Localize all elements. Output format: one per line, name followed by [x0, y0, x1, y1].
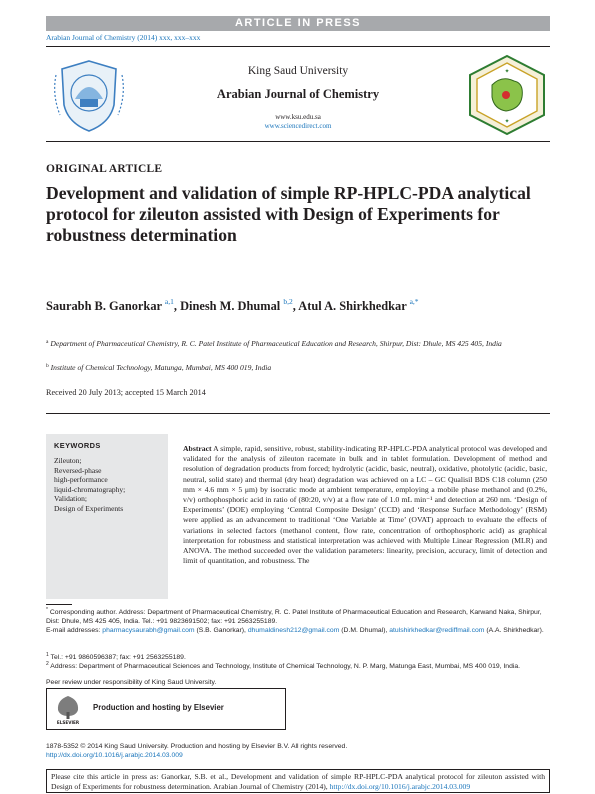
citation-text: Please cite this article in press as: Ganorkar, S.B. et al., Development and validation of simple RP-HPLC-PDA analytical protocol for zileuton assisted with Design of Experiments for robustness determination. Arabian Journal of Chemistry (2014), — [51, 772, 545, 791]
email-owner: (D.M. Dhumal), — [341, 627, 388, 635]
citation-box — [46, 769, 550, 793]
author-affiliation-marker[interactable]: a,1 — [164, 297, 174, 306]
email-link[interactable]: atulshirkhedkar@rediffmail.com — [389, 627, 485, 635]
issn-copyright — [46, 742, 550, 760]
keywords-box — [46, 434, 168, 599]
keyword-item: Validation; — [54, 494, 87, 504]
elsevier-logo-caption: ELSEVIER — [56, 720, 80, 725]
footnote-2-text: Address: Department of Pharmaceutical Sciences and Technology, Institute of Chemical Technology, N. P. Marg, Matunga East, Mumbai, MS 400 019, India. — [50, 663, 521, 670]
article-type: ORIGINAL ARTICLE — [46, 163, 163, 175]
university-name: King Saud University — [247, 65, 349, 77]
university-url[interactable]: www.ksu.edu.sa — [275, 113, 321, 121]
keyword-item: high-performance — [54, 475, 108, 485]
elsevier-hosting-box — [46, 688, 286, 730]
affiliation-text: Department of Pharmaceutical Chemistry, R. C. Patel Institute of Pharmaceutical Education and Research, Shirpur, Dist: Dhule, MS 425 405, India — [50, 339, 502, 348]
keyword-item: Reversed-phase — [54, 465, 102, 475]
email-link[interactable]: pharmacysaurabh@gmail.com — [102, 627, 195, 635]
footnote-separator — [46, 604, 72, 605]
doi-link[interactable]: http://dx.doi.org/10.1016/j.arabjc.2014.03.009 — [46, 752, 183, 759]
elsevier-hosting-text: Production and hosting by Elsevier — [93, 703, 224, 712]
author-name: Dinesh M. Dhumal — [180, 299, 281, 313]
author-list: Saurabh B. Ganorkar $^{a,1}$, Dinesh M. Dhumal $^{b,2}$, Atul A. Shirkhedkar $^{a,*}$ — [46, 297, 419, 313]
affiliation — [46, 361, 546, 374]
footnote-1: $^1$ Tel.: +91 9860596387; fax: +91 2563255189. — [46, 652, 186, 661]
email-owner: (A.A. Shirkhedkar). — [486, 627, 544, 635]
keyword-item: liquid-chromatography; — [54, 484, 126, 494]
author-affiliation-marker[interactable]: a,* — [409, 297, 419, 306]
peer-review-note: Peer review under responsibility of King Saud University. — [46, 679, 217, 686]
email-link[interactable]: dhumaldinesh212@gmail.com — [247, 627, 340, 635]
abstract — [183, 444, 547, 566]
svg-text:✦: ✦ — [504, 68, 510, 75]
running-head[interactable]: Arabian Journal of Chemistry (2014) xxx, xxx–xxx — [46, 33, 201, 42]
arabian-journal-chemistry-emblem-icon — [466, 53, 548, 137]
svg-text:✦: ✦ — [504, 118, 510, 125]
journal-links — [196, 113, 400, 131]
affiliation-marker: b — [46, 363, 49, 369]
footnote-1-text: Tel.: +91 9860596387; fax: +91 2563255189. — [50, 654, 186, 661]
author-name: Saurabh B. Ganorkar — [46, 299, 162, 313]
affiliation-text: Institute of Chemical Technology, Matunga, Mumbai, MS 400 019, India — [50, 363, 272, 372]
keyword-item: Design of Experiments — [54, 503, 124, 513]
affiliation — [46, 337, 546, 350]
email-owner: (S.B. Ganorkar), — [196, 627, 246, 635]
journal-name: Arabian Journal of Chemistry — [216, 87, 380, 101]
footnote-2: $^2$ Address: Department of Pharmaceutical Sciences and Technology, Institute of Chemical Technology, N. P. Marg, Matunga East, Mumbai, MS 400 019, India. — [46, 661, 521, 670]
author-affiliation-marker[interactable]: b,2 — [283, 297, 293, 306]
abstract-text: A simple, rapid, sensitive, robust, stability-indicating RP-HPLC-PDA analytical protocol was developed and validated for the analysis of zileuton racemate in bulk and in tablet formulation. Development of method and resolution of degradation products from forced; hydrolytic (acidic, basic, neutral), oxidative, photolytic (acidic, basic, neutral, solid state) and thermal (dry heat) degradation was achieved on a LC – GC Qualisil BDS C18 column (250 mm × 4.6 mm × 5 μm) by isocratic mode at ambient temperature, employing a mobile phase methanol and (0.2%, v/v) orthophosphoric acid in ratio of (80:20, v/v) at a flow rate of 1.0 mL min⁻¹ and detection at 260 nm. ‘Design of Experiments’ (DOE) employing ‘Central Composite Design’ (CCD) and ‘Response Surface Methodology’ (RSM) were applied as an advancement to traditional ‘One Variable at Time’ (OVAT) approach to evaluate the effects of variations in selected factors (methanol content, flow rate, concentration of orthophosphoric acid) as graphical interpretation for robustness and statistical interpretation was achieved with Multiple Linear Regression (MLR) and ANOVA. The method succeeded over the validation parameters: linearity, precision, accuracy, limit of detection and limit of quantitation, and robustness. The — [183, 444, 547, 566]
author-name: Atul A. Shirkhedkar — [298, 299, 407, 313]
citation-doi-link[interactable]: http://dx.doi.org/10.1016/j.arabjc.2014.03.009 — [329, 781, 471, 791]
keyword-item: Zileuton; — [54, 456, 82, 465]
article-in-press-banner: ARTICLE IN PRESS — [46, 16, 550, 31]
received-accepted-dates: Received 20 July 2013; accepted 15 March 2014 — [46, 388, 206, 397]
corresponding-author-footnote: * Corresponding author. Address: Department of Pharmaceutical Chemistry, R. C. Patel Institute of Pharmaceutical Education and Research, Karwand Naka, Shirpur, Dist: Dhule, MS 425 405, India. Tel.: +91 9823691502; fax: +91 2563255189. E-mail addresses: pharmacysaurabh@gmail.com (S.B. Ganorkar), dhumaldinesh212@gmail.com (D.M. Dhumal), atulshirkhedkar@rediffmail.com (A.A. Shirkhedkar). — [46, 607, 544, 635]
issn-copyright-text: 1878-5352 © 2014 King Saud University. Production and hosting by Elsevier B.V. All rights reserved. — [46, 743, 348, 750]
corresponding-author-text: Corresponding author. Address: Department of Pharmaceutical Chemistry, R. C. Patel Institute of Pharmaceutical Education and Research, Karwand Naka, Shirpur, Dist: Dhule, MS 425 405, India. Tel.: +91 9823691502; fax: +91 2563255189. — [46, 609, 542, 626]
article-title: Development and validation of simple RP-HPLC-PDA analytical protocol for zileuton assisted with Design of Experiments for robustness determination — [46, 183, 531, 245]
masthead — [46, 46, 550, 142]
elsevier-tree-logo-icon — [51, 692, 85, 726]
king-saud-university-logo-icon — [50, 55, 128, 135]
abstract-label: Abstract — [183, 444, 212, 453]
email-label: E-mail addresses: — [46, 627, 101, 635]
keywords-heading: KEYWORDS — [54, 441, 101, 450]
sciencedirect-url[interactable]: www.sciencedirect.com — [264, 122, 332, 130]
divider — [46, 413, 550, 414]
affiliation-marker: a — [46, 339, 49, 345]
